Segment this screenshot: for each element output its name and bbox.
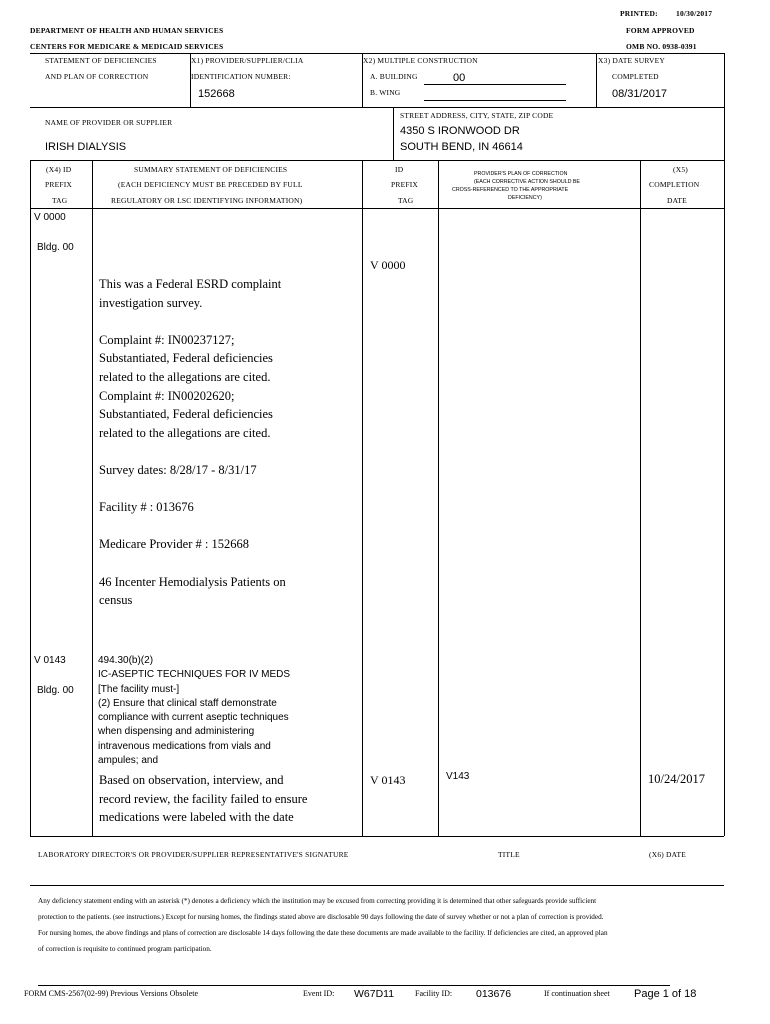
summary-line: Medicare Provider # : 152668 [99,537,249,552]
regulation-line: (2) Ensure that clinical staff demonstrate [98,697,277,709]
completion-header: COMPLETION [649,180,700,189]
page-number: Page 1 of 18 [634,988,697,1000]
plan-subheader-3: DEFICIENCY) [508,195,542,201]
entry2-completion-date: 10/24/2017 [648,772,705,786]
provider-id-value: 152668 [198,88,235,100]
entry2-id-tag: V 0143 [370,773,406,787]
regulation-line: when dispensing and administering [98,726,255,738]
entry1-summary [99,275,286,610]
entry1-id-tag: V 0000 [370,258,406,272]
signature-label: LABORATORY DIRECTOR'S OR PROVIDER/SUPPLIER REPRESENTATIVE'S SIGNATURE [38,850,349,859]
regulation-line: ampules; and [98,755,159,767]
summary-header: SUMMARY STATEMENT OF DEFICIENCIES [134,165,288,174]
x4-tag-header: TAG [52,196,68,205]
entry2-tag: V 0143 [34,655,66,666]
address-label: STREET ADDRESS, CITY, STATE, ZIP CODE [400,111,554,120]
entry2-building: Bldg. 00 [37,685,74,696]
department-heading: DEPARTMENT OF HEALTH AND HUMAN SERVICES [30,26,224,35]
summary-line: Substantiated, Federal deficiencies [99,407,273,422]
disclosure-notice: Any deficiency statement ending with an asterisk (*) denotes a deficiency which the institution may be excused from correcting providing it is determined that other safeguards provide sufficient protection to the patients. (see instructions.) Except for nursing homes, the findings stated above are disclosable 90 days following the date of survey whether or not a plan of correction is provided. For nursing homes, the above findings and plans of correction are disclosable 14 days following the date these documents are made available to the facility. If deficiencies are cited, an approved plan of correction is requisite to continued program participation. [38,897,608,953]
summary-line: Substantiated, Federal deficiencies [99,351,273,366]
plan-of-correction-label: AND PLAN OF CORRECTION [45,72,149,81]
wing-label: B. WING [370,88,401,97]
x1-label: X1) PROVIDER/SUPPLIER/CLIA [191,56,304,65]
plan-subheader-1: (EACH CORRECTIVE ACTION SHOULD BE [474,179,580,185]
summary-line [99,517,286,536]
address-line-2: SOUTH BEND, IN 46614 [400,141,523,153]
id-prefix-header: PREFIX [391,180,419,189]
id-header: ID [395,165,404,174]
summary-subheader-2: REGULATORY OR LSC IDENTIFYING INFORMATION) [111,196,303,205]
statement-label: STATEMENT OF DEFICIENCIES [45,56,157,65]
provider-name-value: IRISH DIALYSIS [45,141,127,153]
event-id-label: Event ID: [303,989,335,998]
entry1-tag: V 0000 [34,212,66,223]
plan-subheader-2: CROSS-REFERENCED TO THE APPROPRIATE [452,187,569,193]
printed-date: 10/30/2017 [676,9,713,18]
summary-line: related to the allegations are cited. [99,425,271,440]
identification-label: IDENTIFICATION NUMBER: [191,72,291,81]
regulation-line: compliance with current aseptic techniques [98,712,289,724]
event-id-value: W67D11 [354,988,395,1000]
printed-label: PRINTED: [620,9,658,18]
summary-line: Based on observation, interview, and [99,773,284,787]
regulation-line: intravenous medications from vials and [98,740,271,752]
summary-line: record review, the facility failed to ensure [99,791,308,806]
summary-line [99,442,286,461]
omb-number: OMB NO. 0938-0391 [626,42,697,51]
regulation-line: 494.30(b)(2) [98,655,154,666]
summary-line: investigation survey. [99,295,203,310]
x4-prefix-header: PREFIX [45,180,73,189]
summary-line: medications were labeled with the date [99,810,294,825]
facility-id-label: Facility ID: [415,989,453,998]
form-number: FORM CMS-2567(02-99) Previous Versions Obsolete [24,989,199,998]
x5-header: (X5) [673,165,688,174]
summary-line: This was a Federal ESRD complaint [99,277,282,291]
summary-line [99,480,286,499]
continuation-label: If continuation sheet [544,989,610,998]
summary-line: 46 Incenter Hemodialysis Patients on [99,574,286,589]
form-approved: FORM APPROVED [626,26,695,35]
centers-heading: CENTERS FOR MEDICARE & MEDICAID SERVICES [30,42,224,51]
summary-line: Complaint #: IN00237127; [99,332,235,347]
x4-header: (X4) ID [46,165,72,174]
summary-line [99,554,286,573]
id-tag-header: TAG [398,196,414,205]
building-value: 00 [453,72,466,84]
summary-subheader-1: (EACH DEFICIENCY MUST BE PRECEDED BY FULL [118,180,303,189]
title-label: TITLE [498,850,520,859]
summary-line: Facility # : 013676 [99,500,194,515]
regulation-line: IC-ASEPTIC TECHNIQUES FOR IV MEDS [98,669,291,681]
entry2-summary [99,771,307,827]
entry1-building: Bldg. 00 [37,242,74,253]
summary-line [99,312,286,331]
address-line-1: 4350 S IRONWOOD DR [400,125,520,137]
survey-date-value: 08/31/2017 [612,88,668,100]
plan-header: PROVIDER'S PLAN OF CORRECTION [474,171,568,177]
building-label: A. BUILDING [370,72,418,81]
entry2-regulation [98,654,290,768]
summary-line: related to the allegations are cited. [99,369,271,384]
facility-id-value: 013676 [476,988,512,1000]
provider-name-label: NAME OF PROVIDER OR SUPPLIER [45,118,173,127]
entry2-plan: V143 [446,771,470,782]
x3-label: X3) DATE SURVEY [598,56,665,65]
x2-label: X2) MULTIPLE CONSTRUCTION [363,56,478,65]
regulation-line: [The facility must-] [98,683,180,695]
summary-line: census [99,593,133,608]
summary-line: Complaint #: IN00202620; [99,388,235,403]
completed-label: COMPLETED [612,72,659,81]
x6-date-label: (X6) DATE [649,850,687,859]
date-header: DATE [667,196,687,205]
summary-line: Survey dates: 8/28/17 - 8/31/17 [99,462,257,477]
